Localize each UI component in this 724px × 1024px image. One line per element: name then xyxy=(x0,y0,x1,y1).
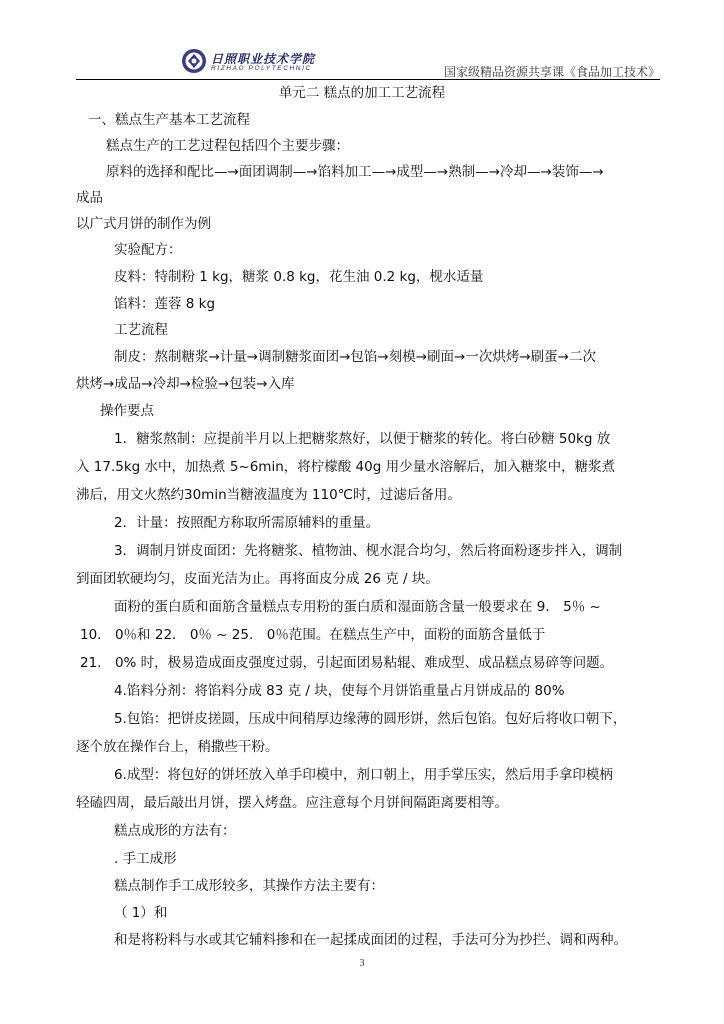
course-name: 国家级精品资源共享课《食品加工技术》 xyxy=(443,65,660,79)
paragraph-line: 2．计量：按照配方称取所需原辅料的重量。 xyxy=(114,515,380,531)
logo-chinese-name: 日照职业技术学院 xyxy=(211,52,316,66)
paragraph-line: 3．调制月饼皮面团：先将糖浆、植物油、枧水混合均匀，然后将面粉逐步拌入，调制 xyxy=(114,543,623,559)
school-logo xyxy=(181,48,341,76)
school-emblem-icon xyxy=(181,48,207,74)
recipe-line: 皮料：特制粉 1 kg，糖浆 0.8 kg，花生油 0.2 kg，枧水适量 xyxy=(114,269,484,285)
page-number: 3 xyxy=(359,958,365,969)
subheading: . 手工成形 xyxy=(114,851,177,867)
paragraph-line: 糕点生产的工艺过程包括四个主要步骤： xyxy=(106,138,349,154)
process-flow-line: 制皮：熬制糖浆→计量→调制糖浆面团→包馅→刻模→刷面→一次烘烤→刷蛋→二次 xyxy=(114,349,596,365)
subheading: 操作要点 xyxy=(100,403,154,419)
process-flow-line: 烘烤→成品→冷却→检验→包装→入库 xyxy=(76,376,295,392)
process-flow-line: 原料的选择和配比—→面团调制—→馅料加工—→成型—→熟制—→冷却—→装饰—→ xyxy=(106,164,604,180)
paragraph-line: 10． 0％和 22． 0％ ~ 25． 0％范围。在糕点生产中，面粉的面筋含量低于 xyxy=(80,627,546,643)
paragraph-line: 糕点制作手工成形较多，其操作方法主要有： xyxy=(114,878,384,894)
process-flow-line: 成品 xyxy=(76,190,103,206)
header-rule xyxy=(76,79,660,80)
page-header xyxy=(76,42,660,82)
paragraph-line: 6.成型：将包好的饼坯放入单手印模中，剂口朝上，用手掌压实，然后用手拿印模柄 xyxy=(114,767,613,783)
paragraph-line: 和是将粉料与水或其它辅料掺和在一起揉成面团的过程，手法可分为抄拦、调和两种。 xyxy=(114,932,627,948)
paragraph-line: 沸后，用文火熬约30min当糖液温度为 110℃时，过滤后备用。 xyxy=(76,487,461,503)
paragraph-line: 21． 0% 时，极易造成面皮强度过弱，引起面团易粘辊、难成型、成品糕点易碎等问题。 xyxy=(80,655,614,671)
paragraph-line: 4.馅料分剂：将馅料分成 83 克 / 块，使每个月饼馅重量占月饼成品的 80% xyxy=(114,683,565,699)
subheading: 工艺流程 xyxy=(114,322,168,338)
paragraph-line: 逐个放在操作台上，稍撒些干粉。 xyxy=(76,739,279,755)
paragraph-line: 1．糖浆熬制：应提前半月以上把糖浆熬好，以便于糖浆的转化。将白砂糖 50kg 放 xyxy=(114,431,611,447)
paragraph-line: 以广式月饼的制作为例 xyxy=(76,216,211,232)
recipe-line: 馅料：莲蓉 8 kg xyxy=(114,296,216,312)
paragraph-line: 糕点成形的方法有： xyxy=(114,823,236,839)
subheading: 实验配方： xyxy=(114,242,182,258)
page-title: 单元二 糕点的加工工艺流程 xyxy=(278,85,446,101)
paragraph-line: 轻磕四周，最后敲出月饼，摆入烤盘。应注意每个月饼间隔距离要相等。 xyxy=(76,795,508,811)
paragraph-line: 到面团软硬均匀，皮面光洁为止。再将面皮分成 26 克 / 块。 xyxy=(76,571,439,587)
subheading: （ 1）和 xyxy=(114,905,168,921)
logo-english-name: RIZHAO POLYTECHNIC xyxy=(211,65,312,72)
paragraph-line: 5.包馅：把饼皮搓圆，压成中间稍厚边缘薄的圆形饼，然后包馅。包好后将收口朝下， xyxy=(114,711,627,727)
paragraph-line: 面粉的蛋白质和面筋含量糕点专用粉的蛋白质和湿面筋含量一般要求在 9． 5％ ~ xyxy=(114,599,601,615)
section-heading: 一、糕点生产基本工艺流程 xyxy=(88,112,250,128)
paragraph-line: 入 17.5kg 水中，加热煮 5~6min，将柠檬酸 40g 用少量水溶解后，加入糖浆中，糖浆煮 xyxy=(76,459,616,475)
